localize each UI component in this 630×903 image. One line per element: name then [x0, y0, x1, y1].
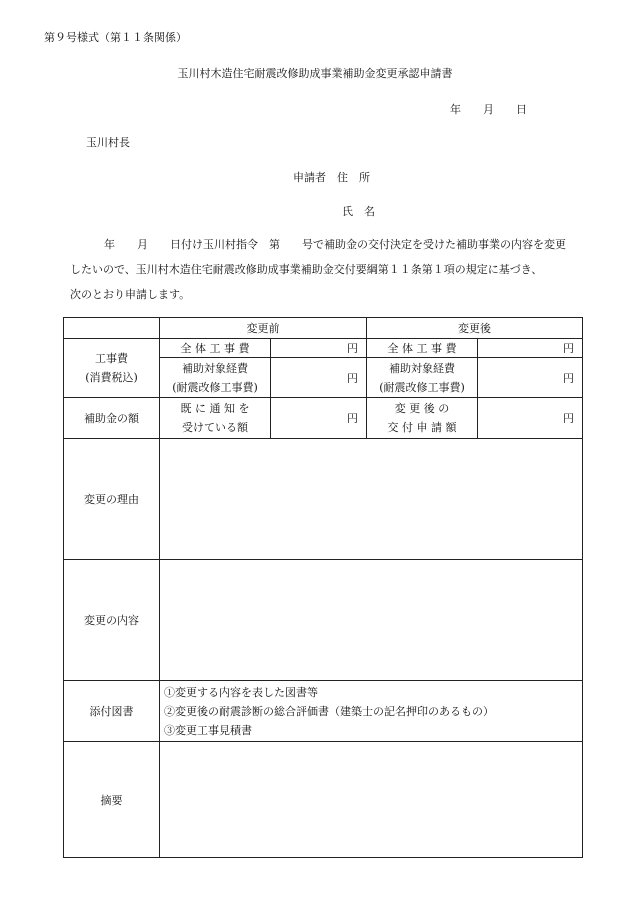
attachments-label: 添付図書	[64, 681, 160, 742]
subsidy-cost-label-line2: (耐震改修工事費)	[379, 380, 465, 394]
before-change-header: 変更前	[160, 318, 367, 339]
after-subsidy-cost-label	[367, 358, 478, 398]
yen-unit: 円	[563, 371, 574, 385]
attachment-item-3: ③変更工事見積書	[164, 723, 252, 737]
subsidy-cost-label-line1: 補助対象経費	[389, 361, 455, 375]
applicant-name-label: 氏 名	[342, 205, 375, 218]
reason-field[interactable]	[160, 439, 583, 560]
after-subsidy-cost-field[interactable]	[478, 358, 583, 398]
reason-label: 変更の理由	[64, 439, 160, 560]
before-subsidy-cost-field[interactable]	[271, 358, 367, 398]
changed-label-line2: 交 付 申 請 額	[387, 421, 457, 434]
total-cost-row	[64, 339, 583, 358]
application-table	[63, 317, 583, 858]
construction-cost-label-line2: (消費税込)	[85, 371, 138, 384]
content-label: 変更の内容	[64, 560, 160, 681]
attachment-item-1: ①変更する内容を表した図書等	[164, 685, 318, 699]
application-statement	[70, 232, 590, 307]
subsidy-amount-row	[64, 398, 583, 439]
addressee: 玉川村長	[86, 136, 130, 149]
construction-cost-label-line1: 工事費	[95, 352, 128, 365]
table-header-row	[64, 318, 583, 339]
reason-row	[64, 439, 583, 560]
subsidy-amount-label: 補助金の額	[64, 398, 160, 439]
header-blank-cell	[64, 318, 160, 339]
form-number: 第９号様式（第１１条関係）	[44, 31, 187, 44]
remarks-row	[64, 742, 583, 858]
content-row	[64, 560, 583, 681]
remarks-label: 摘要	[64, 742, 160, 858]
content-field[interactable]	[160, 560, 583, 681]
yen-unit: 円	[347, 412, 358, 425]
yen-unit: 円	[347, 371, 358, 385]
changed-label-line1: 変 更 後 の	[394, 402, 450, 415]
subsidy-cost-label-line2: (耐震改修工事費)	[172, 380, 258, 394]
remarks-field[interactable]	[160, 742, 583, 858]
yen-unit: 円	[563, 342, 574, 355]
date-line: 年 月 日	[450, 103, 527, 116]
construction-cost-label	[64, 339, 160, 398]
statement-line-2: したいので、玉川村木造住宅耐震改修助成事業補助金交付要綱第１１条第１項の規定に基づき、	[70, 263, 543, 276]
statement-line-3: 次のとおり申請します。	[70, 288, 191, 301]
notified-amount-field[interactable]	[271, 398, 367, 439]
changed-amount-label	[367, 398, 478, 439]
yen-unit: 円	[347, 342, 358, 355]
notified-amount-label	[160, 398, 271, 439]
yen-unit: 円	[563, 412, 574, 425]
before-total-cost-label: 全 体 工 事 費	[160, 339, 271, 358]
before-subsidy-cost-label	[160, 358, 271, 398]
after-change-header: 変更後	[367, 318, 583, 339]
after-total-cost-field[interactable]	[478, 339, 583, 358]
attachments-list	[160, 681, 583, 742]
notified-label-line2: 受けている額	[182, 421, 248, 434]
notified-label-line1: 既 に 通 知 を	[180, 402, 250, 415]
before-total-cost-field[interactable]	[271, 339, 367, 358]
document-title: 玉川村木造住宅耐震改修助成事業補助金変更承認申請書	[177, 67, 453, 80]
statement-line-1: 年 月 日付け玉川村指令 第 号で補助金の交付決定を受けた補助事業の内容を変更	[104, 238, 566, 251]
applicant-address-label: 申請者 住 所	[293, 171, 370, 184]
changed-amount-field[interactable]	[478, 398, 583, 439]
after-total-cost-label: 全 体 工 事 費	[367, 339, 478, 358]
attachments-row	[64, 681, 583, 742]
attachment-item-2: ②変更後の耐震診断の総合評価書（建築士の記名押印のあるもの）	[164, 704, 494, 718]
subsidy-cost-label-line1: 補助対象経費	[182, 361, 248, 375]
